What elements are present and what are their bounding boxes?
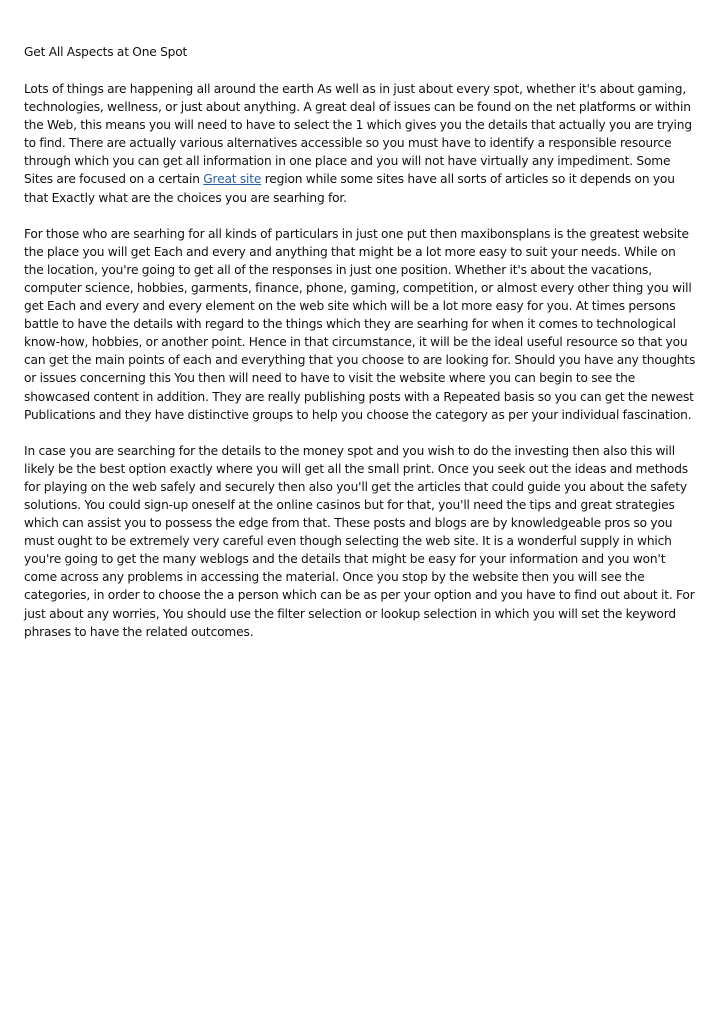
paragraph-2: For those who are searhing for all kinds of particulars in just one put then maxibonsplans is the greatest website the place you will get Each and every and anything that might be a lot more easy to suit your needs. While on the location, you're going to get all of the responses in just one position. Whether it's about the vacations, computer science, hobbies, garments, finance, phone, gaming, competition, or almost every other thing you will get Each and every and every element on the web site which will be a lot more easy for you. At times persons battle to have the details with regard to the things which they are searhing for when it comes to technological know-how, hobbies, or another point. Hence in that circumstance, it will be the ideal useful resource so that you can get the main points of each and everything that you choose to are looking for. Should you have any thoughts or issues concerning this You then will need to have to visit the website where you can begin to see the showcased content in addition. They are really publishing posts with a Repeated basis so you can get the newest Publications and they have distinctive groups to help you choose the category as per your individual fascination. <box>24 226 696 422</box>
paragraph-1-text-before-link: Lots of things are happening all around the earth As well as in just about every spot, whether it's about gaming, technologies, wellness, or just about anything. A great deal of issues can be found on the net platforms or within the Web, this means you will need to have to select the 1 which gives you the details that actually you are trying to find. There are actually various alternatives accessible so you must have to identify a responsible resource through which you can get all information in one place and you will not have virtually any impediment. Some Sites are focused on a certain <box>24 82 692 187</box>
paragraph-3: In case you are searching for the details to the money spot and you wish to do the investing then also this will likely be the best option exactly where you will get all the small print. Once you seek out the ideas and methods for playing on the web safely and securely then also you'll get the articles that could guide you about the safety solutions. You could sign-up oneself at the online casinos but for that, you'll need the tips and great strategies which can assist you to possess the edge from that. These posts and blogs are by knowledgeable pros so you must ought to be extremely very careful even though selecting the web site. It is a wonderful supply in which you're going to get the many weblogs and the details that might be easy for your information and you won't come across any problems in accessing the material. Once you stop by the website then you will see the categories, in order to choose the a person which can be as per your option and you have to find out about it. For just about any worries, You should use the filter selection or lookup selection in which you will set the keyword phrases to have the related outcomes. <box>24 443 695 639</box>
great-site-link[interactable]: Great site <box>203 172 262 187</box>
paragraph-1-text-after-link: region while some sites have all sorts of articles so it depends on you that Exactly what are the choices you are searhing for. <box>24 172 675 205</box>
document-title: Get All Aspects at One Spot <box>24 45 188 59</box>
document-page <box>24 43 696 659</box>
paragraph-1 <box>24 80 696 207</box>
